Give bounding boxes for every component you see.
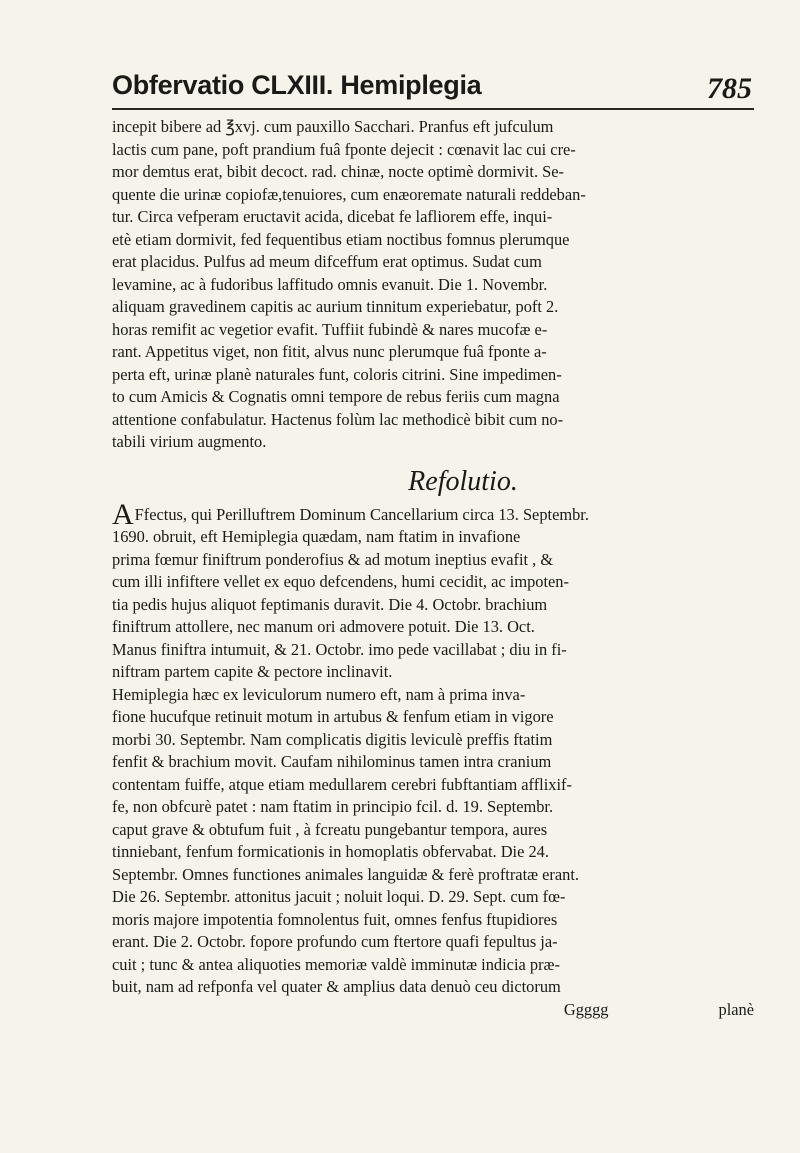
text-line: Hemiplegia hæc ex leviculorum numero eft, nam à prima inva-: [112, 684, 526, 704]
header-rule: [112, 108, 754, 110]
text-line: contentam fuiffe, atque etiam medullarem cerebri fubftantiam afflixif-: [112, 774, 572, 794]
text-line: tabili virium augmento.: [112, 432, 267, 451]
page-footer: [112, 999, 754, 1022]
first-line-text: Ffectus, qui Perilluftrem Dominum Cancellarium circa 13. Septembr.: [134, 504, 589, 524]
text-line: buit, nam ad refponfa vel quater & amplius data denuò ceu dictorum: [112, 977, 561, 996]
text-line: cuit ; tunc & antea aliquoties memoriæ valdè imminutæ indicia præ-: [112, 954, 560, 974]
text-line: fione hucufque retinuit motum in artubus & fenfum etiam in vigore: [112, 707, 554, 726]
text-line: finiftrum attollere, nec manum ori admovere potuit. Die 13. Oct.: [112, 617, 535, 636]
text-line: tur. Circa vefperam eructavit acida, dicebat fe lafliorem effe, inqui-: [112, 207, 553, 226]
text-line: moris majore impotentia fomnolentus fuit, omnes fenfus ftupidiores: [112, 909, 558, 929]
text-line: fe, non obfcurè patet : nam ftatim in principio fcil. d. 19. Septembr.: [112, 797, 554, 816]
text-line: incepit bibere ad ℥xvj. cum pauxillo Sacchari. Pranfus eft jufculum: [112, 117, 554, 136]
text-line: cum illi infiftere vellet ex equo defcendens, humi cecidit, ac impoten-: [112, 572, 569, 591]
text-line: rant. Appetitus viget, non fitit, alvus nunc plerumque fuâ fponte a-: [112, 342, 547, 361]
text-line: Die 26. Septembr. attonitus jacuit ; noluit loqui. D. 29. Sept. cum fœ-: [112, 887, 566, 906]
catchword: planè: [718, 999, 754, 1019]
text-line: morbi 30. Septembr. Nam complicatis digitis leviculè preffis ftatim: [112, 729, 553, 749]
paragraph-resolutio: [112, 526, 754, 999]
text-line: erat placidus. Pulfus ad meum difceffum erat optimus. Sudat cum: [112, 252, 542, 271]
text-line: niftram partem capite & pectore inclinavit.: [112, 662, 393, 681]
text-line: [112, 497, 754, 531]
text-line: lactis cum pane, poft prandium fuâ fponte dejecit : cœnavit lac cui cre-: [112, 139, 576, 159]
text-line: attentione confabulatur. Hactenus folùm lac methodicè bibit cum no-: [112, 409, 564, 429]
text-line: caput grave & obtufum fuit , à fcreatu pungebantur tempora, aures: [112, 819, 548, 839]
text-line: tia pedis hujus aliquot feptimanis duravit. Die 4. Octobr. brachium: [112, 594, 548, 614]
text-line: Manus finiftra intumuit, & 21. Octobr. imo pede vacillabat ; diu in fi-: [112, 639, 567, 659]
running-head: [112, 70, 752, 110]
text-line: erant. Die 2. Octobr. fopore profundo cum ftertore quafi fepultus ja-: [112, 932, 558, 951]
text-line: levamine, ac à fudoribus laffitudo omnis evanuit. Die 1. Novembr.: [112, 274, 548, 294]
text-line: perta eft, urinæ planè naturales funt, coloris citrini. Sine impedimen-: [112, 364, 562, 384]
signature-mark: Ggggg: [563, 999, 609, 1019]
running-title: Obfervatio CLXIII. Hemiplegia: [112, 70, 482, 100]
text-line: mor demtus erat, bibit decoct. rad. chinæ, nocte optimè dormivit. Se-: [112, 162, 564, 181]
text-line: to cum Amicis & Cognatis omni tempore de rebus feriis cum magna: [112, 387, 560, 406]
body-text: [112, 116, 754, 1021]
text-line: tinniebant, fenfum formicationis in homoplatis obfervabat. Die 24.: [112, 842, 549, 861]
text-line: Septembr. Omnes functiones animales languidæ & ferè proftratæ erant.: [112, 864, 580, 884]
text-line: aliquam gravedinem capitis ac aurium tinnitum experiebatur, poft 2.: [112, 297, 559, 316]
drop-cap: A: [112, 497, 134, 531]
text-line: quente die urinæ copiofæ,tenuiores, cum enæoremate naturali reddeban-: [112, 184, 586, 204]
text-line: prima fœmur finiftrum ponderofius & ad motum ineptius evafit , &: [112, 549, 554, 569]
text-line: fenfit & brachium movit. Caufam nihilominus tamen intra cranium: [112, 752, 552, 771]
paragraph-continued: [112, 116, 754, 454]
page-number: 785: [707, 72, 752, 105]
text-line: 1690. obruit, eft Hemiplegia quædam, nam ftatim in invafione: [112, 527, 521, 546]
text-line: horas remifit ac vegetior evafit. Tuffiit fubindè & nares mucofæ e-: [112, 319, 548, 339]
section-heading: Refolutio.: [408, 465, 518, 497]
text-line: etè etiam dormivit, fed fequentibus etiam noctibus fomnus plerumque: [112, 229, 570, 249]
